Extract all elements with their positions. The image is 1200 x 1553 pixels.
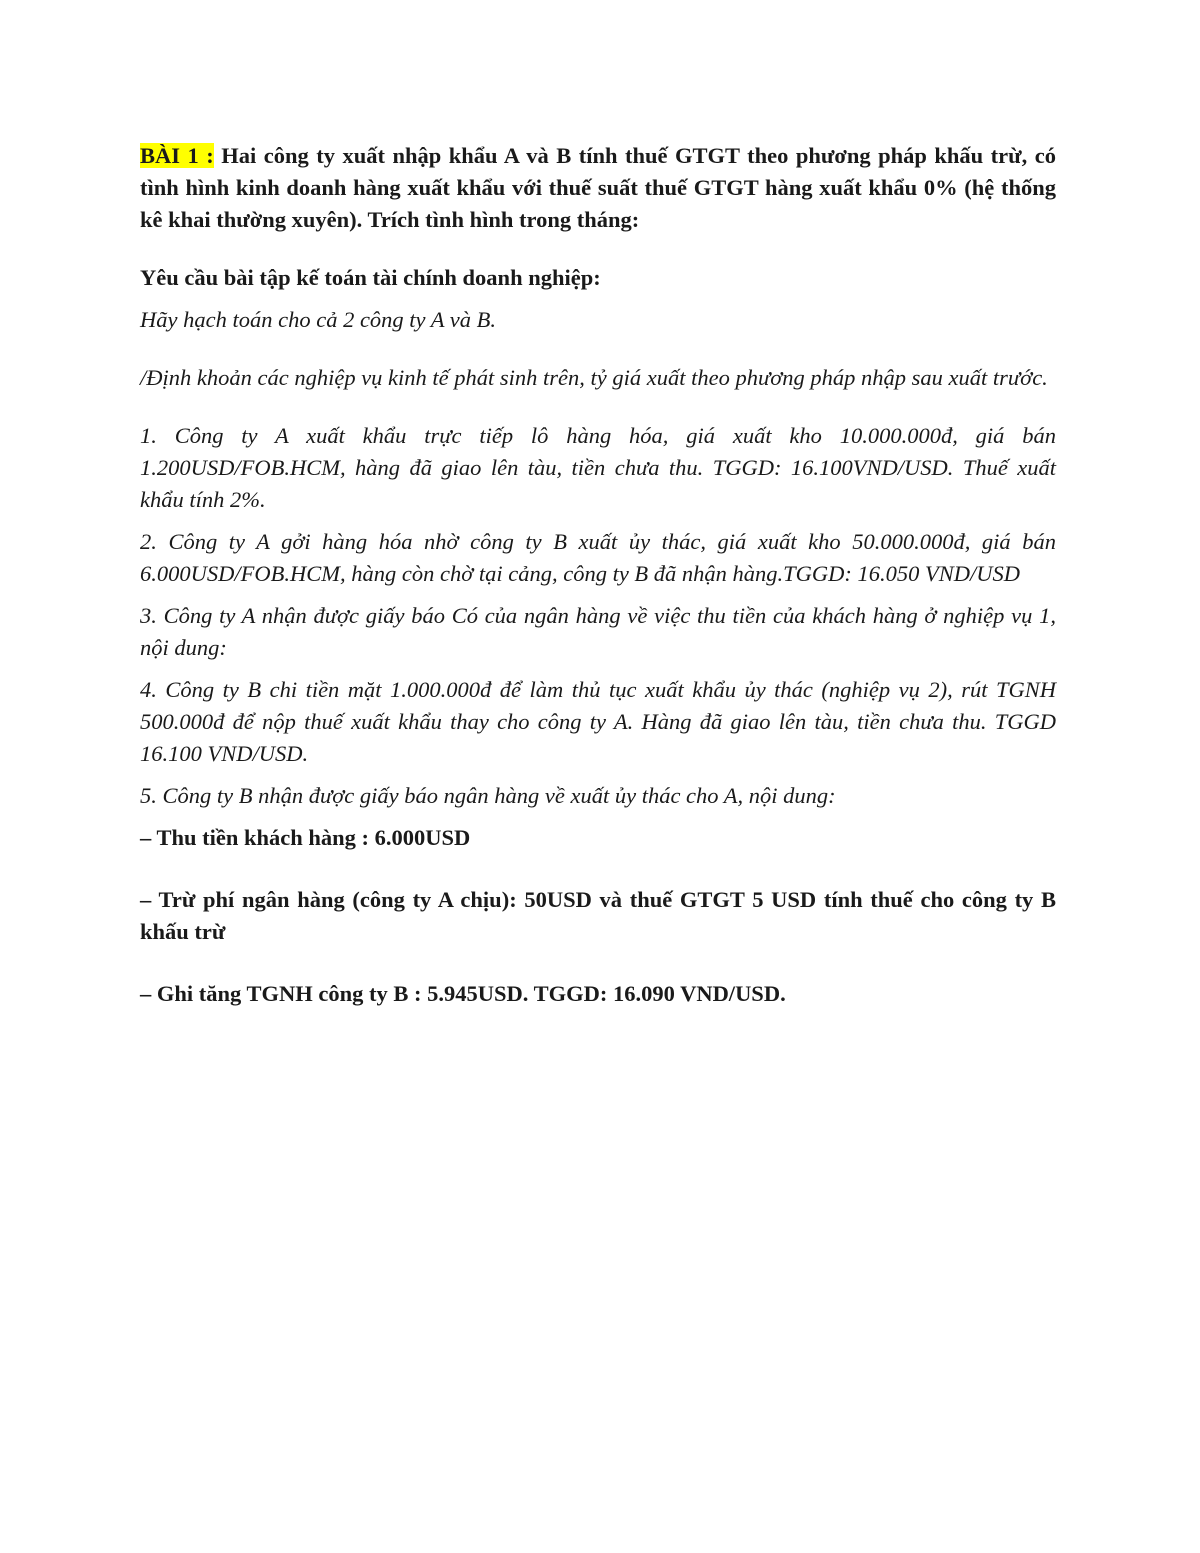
list-item-1: 1. Công ty A xuất khẩu trực tiếp lô hàng hóa, giá xuất kho 10.000.000đ, giá bán 1.200USD/FOB.HCM, hàng đã giao lên tàu, tiền chưa thu. TGGD: 16.100VND/USD. Thuế xuất khẩu tính 2%. [140, 423, 1056, 512]
document-page [140, 140, 1056, 1010]
requirements-title: Yêu cầu bài tập kế toán tài chính doanh nghiệp: [140, 265, 601, 290]
list-item-3: 3. Công ty A nhận được giấy báo Có của ngân hàng về việc thu tiền của khách hàng ở nghiệp vụ 1, nội dung: [140, 603, 1056, 660]
list-item-5: 5. Công ty B nhận được giấy báo ngân hàng về xuất ủy thác cho A, nội dung: [140, 783, 836, 808]
list-item-2: 2. Công ty A gởi hàng hóa nhờ công ty B xuất ủy thác, giá xuất kho 50.000.000đ, giá bán 6.000USD/FOB.HCM, hàng còn chờ tại cảng, công ty B đã nhận hàng.TGGD: 16.050 VND/USD [140, 529, 1056, 586]
exercise-intro-text: Hai công ty xuất nhập khẩu A và B tính thuế GTGT theo phương pháp khấu trừ, có tình hình kinh doanh hàng xuất khẩu với thuế suất thuế GTGT hàng xuất khẩu 0% (hệ thống kê khai thường xuyên). Trích tình hình trong tháng: [140, 143, 1057, 232]
list-item-4: 4. Công ty B chi tiền mặt 1.000.000đ để làm thủ tục xuất khẩu ủy thác (nghiệp vụ 2), rút TGNH 500.000đ để nộp thuế xuất khẩu thay cho công ty A. Hàng đã giao lên tàu, tiền chưa thu. TGGD 16.100 VND/USD. [140, 677, 1056, 766]
exercise-label: BÀI 1 : [140, 143, 214, 168]
exercise-intro [140, 140, 1056, 236]
detail-line-2: – Trừ phí ngân hàng (công ty A chịu): 50USD và thuế GTGT 5 USD tính thuế cho công ty B khấu trừ [140, 887, 1056, 944]
detail-line-3: – Ghi tăng TGNH công ty B : 5.945USD. TGGD: 16.090 VND/USD. [140, 981, 786, 1006]
detail-line-1: – Thu tiền khách hàng : 6.000USD [140, 825, 471, 850]
requirements-line-1: Hãy hạch toán cho cả 2 công ty A và B. [140, 307, 496, 332]
requirements-line-2: /Định khoản các nghiệp vụ kinh tế phát sinh trên, tỷ giá xuất theo phương pháp nhập sau xuất trước. [140, 365, 1048, 390]
